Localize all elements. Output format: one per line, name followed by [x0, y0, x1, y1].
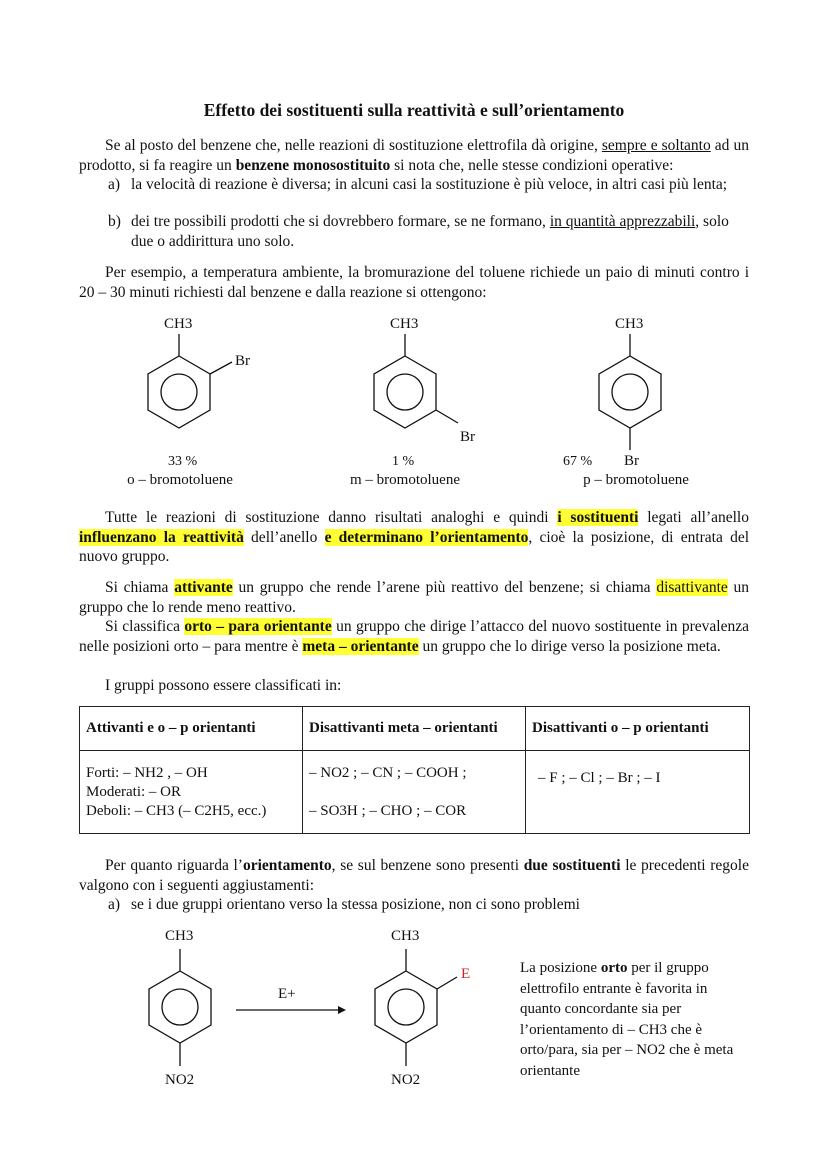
- para-ch3-label: CH3: [615, 316, 644, 332]
- para-percent: 67 %: [563, 454, 593, 469]
- substituents-paragraph: Tutte le reazioni di sostituzione danno risultati analoghi e quindi i sostituenti legati all’anello influenzano la reattività dell’anello e determinano l’orientamento, cioè la posizione, di entrata del nuovo gruppo.: [79, 509, 750, 565]
- page-title: Effetto dei sostituenti sulla reattività e sull’orientamento: [203, 100, 625, 120]
- example-paragraph: Per esempio, a temperatura ambiente, la bromurazione del toluene richiede un paio di minuti contro i 20 – 30 minuti richiesti dal benzene e dalla reazione si ottengono:: [79, 264, 749, 301]
- substituent-groups-table: [79, 706, 750, 834]
- groups-intro: I gruppi possono essere classificati in:: [105, 677, 342, 694]
- activating-paragraph: Si chiama attivante un gruppo che rende l’arene più reattivo del benzene; si chiama disattivante un gruppo che lo rende meno reattivo.: [79, 579, 750, 616]
- product-ch3-label: CH3: [391, 928, 420, 944]
- table-header: Disattivanti meta – orientanti: [303, 707, 526, 751]
- product-no2-label: NO2: [391, 1072, 421, 1088]
- reactant-no2-label: NO2: [165, 1072, 195, 1088]
- orientation-paragraph: Si classifica orto – para orientante un gruppo che dirige l’attacco del nuovo sostituente in prevalenza nelle posizioni orto – para mentre è meta – orientante un gruppo che lo dirige verso la posizione meta.: [79, 618, 749, 655]
- table-header: Attivanti e o – p orientanti: [80, 707, 303, 751]
- op-deactivating-cell: – F ; – Cl ; – Br ; – I: [526, 751, 750, 834]
- meta-groups-cell: – NO2 ; – CN ; – COOH ; – SO3H ; – CHO ; – COR: [303, 751, 526, 834]
- para-inner-circle: [612, 374, 648, 410]
- reactant-ring: [149, 971, 211, 1043]
- list-item: b) dei tre possibili prodotti che si dovrebbero formare, se ne formano, in quantità apprezzabili, solo due o addirittura uno solo.: [108, 213, 729, 250]
- meta-inner-circle: [387, 374, 423, 410]
- ortho-name: o – bromotoluene: [127, 472, 233, 488]
- intro-paragraph: Se al posto del benzene che, nelle reazioni di sostituzione elettrofila dà origine, sempre e soltanto ad un prodotto, si fa reagire un benzene monosostituito si nota che, nelle stesse condizioni operative:: [79, 137, 749, 174]
- table-header: Disattivanti o – p orientanti: [526, 707, 750, 751]
- meta-name: m – bromotoluene: [350, 472, 460, 488]
- ortho-inner-circle: [161, 374, 197, 410]
- meta-br-label: Br: [460, 429, 475, 445]
- two-substituents-paragraph: Per quanto riguarda l’orientamento, se sul benzene sono presenti due sostituenti le precedenti regole valgono con i seguenti aggiustamenti:: [79, 857, 749, 894]
- meta-ch3-label: CH3: [390, 316, 419, 332]
- electrophile-label: E+: [278, 986, 296, 1002]
- product-inner-circle: [388, 989, 424, 1025]
- list-item: a) la velocità di reazione è diversa; in alcuni casi la sostituzione è più veloce, in altri casi più lenta;: [108, 176, 728, 193]
- reaction-scheme: [120, 920, 500, 1095]
- para-br-label: Br: [624, 453, 639, 469]
- bromotoluene-products: [79, 310, 759, 490]
- activating-groups-cell: Forti: – NH2 , – OH Moderati: – OR Deboli: – CH3 (– C2H5, ecc.): [80, 751, 303, 834]
- reactant-inner-circle: [162, 989, 198, 1025]
- ortho-note: La posizione orto per il gruppo elettrofilo entrante è favorita in quanto concordante sia per l’orientamento di – CH3 che è orto/para, sia per – NO2 che è meta orientante: [520, 960, 734, 1079]
- meta-ring: [374, 356, 436, 428]
- list-item: a) se i due gruppi orientano verso la stessa posizione, non ci sono problemi: [108, 896, 580, 913]
- product-ring: [375, 971, 437, 1043]
- para-name: p – bromotoluene: [583, 472, 689, 488]
- ortho-ring: [148, 356, 210, 428]
- ortho-ch3-label: CH3: [164, 316, 193, 332]
- ortho-br-label: Br: [235, 353, 250, 369]
- product-e-label: E: [461, 966, 471, 982]
- ortho-percent: 33 %: [168, 454, 198, 469]
- reactant-ch3-label: CH3: [165, 928, 194, 944]
- para-ring: [599, 356, 661, 428]
- meta-percent: 1 %: [392, 454, 415, 469]
